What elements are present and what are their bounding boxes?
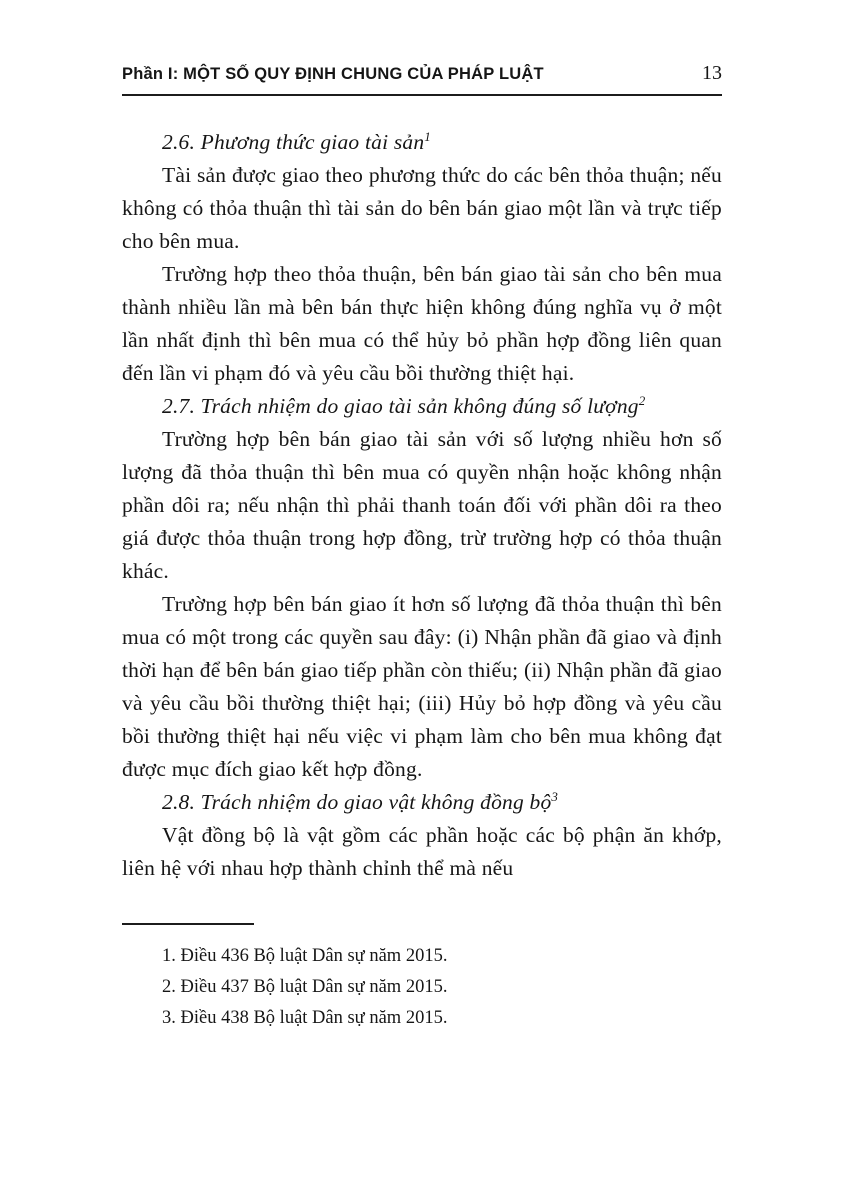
paragraph: Tài sản được giao theo phương thức do các bên thỏa thuận; nếu không có thỏa thuận thì tài sản do bên bán giao một lần và trực tiếp cho bên mua. — [122, 163, 722, 253]
paragraph: Trường hợp bên bán giao ít hơn số lượng đã thỏa thuận thì bên mua có một trong các quyền sau đây: (i) Nhận phần đã giao và định thời hạn để bên bán giao tiếp phần còn thiếu; (ii) Nhận phần đã giao và yêu cầu bồi thường thiệt hại; (iii) Hủy bỏ hợp đồng và yêu cầu bồi thường thiệt hại nếu việc vi phạm làm cho bên mua không đạt được mục đích giao kết hợp đồng. — [122, 592, 722, 781]
running-header-title: Phần I: MỘT SỐ QUY ĐỊNH CHUNG CỦA PHÁP LUẬT — [122, 65, 544, 83]
footnote-3: 3. Điều 438 Bộ luật Dân sự năm 2015. — [162, 1008, 448, 1028]
paragraph: Vật đồng bộ là vật gồm các phần hoặc các bộ phận ăn khớp, liên hệ với nhau hợp thành chỉnh thể mà nếu — [122, 823, 722, 880]
paragraph: Trường hợp bên bán giao tài sản với số lượng nhiều hơn số lượng đã thỏa thuận thì bên mua có quyền nhận hoặc không nhận phần dôi ra; nếu nhận thì phải thanh toán đối với phần dôi ra theo giá được thỏa thuận trong hợp đồng, trừ trường hợp có thỏa thuận khác. — [122, 427, 722, 583]
section-heading-text: 2.7. Trách nhiệm do giao tài sản không đúng số lượng — [162, 394, 639, 418]
page-body — [122, 126, 722, 885]
footnotes-section — [122, 923, 722, 1034]
footnote-separator — [122, 923, 254, 925]
page-number: 13 — [702, 62, 722, 84]
footnote-marker-3: 3 — [551, 788, 559, 804]
footnote-2: 2. Điều 437 Bộ luật Dân sự năm 2015. — [162, 977, 448, 997]
section-heading-text: 2.6. Phương thức giao tài sản — [162, 130, 425, 154]
section-heading-2-8 — [122, 786, 722, 819]
footnote-marker-2: 2 — [638, 392, 646, 408]
paragraph: Trường hợp theo thỏa thuận, bên bán giao tài sản cho bên mua thành nhiều lần mà bên bán thực hiện không đúng nghĩa vụ ở một lần nhất định thì bên mua có thể hủy bỏ phần hợp đồng liên quan đến lần vi phạm đó và yêu cầu bồi thường thiệt hại. — [122, 262, 722, 385]
section-heading-text: 2.8. Trách nhiệm do giao vật không đồng bộ — [162, 790, 552, 814]
footnote-marker-1: 1 — [424, 128, 431, 144]
footnote-1: 1. Điều 436 Bộ luật Dân sự năm 2015. — [162, 946, 448, 966]
section-heading-2-7 — [122, 390, 722, 423]
section-heading-2-6 — [122, 126, 722, 159]
page-header — [122, 62, 722, 96]
